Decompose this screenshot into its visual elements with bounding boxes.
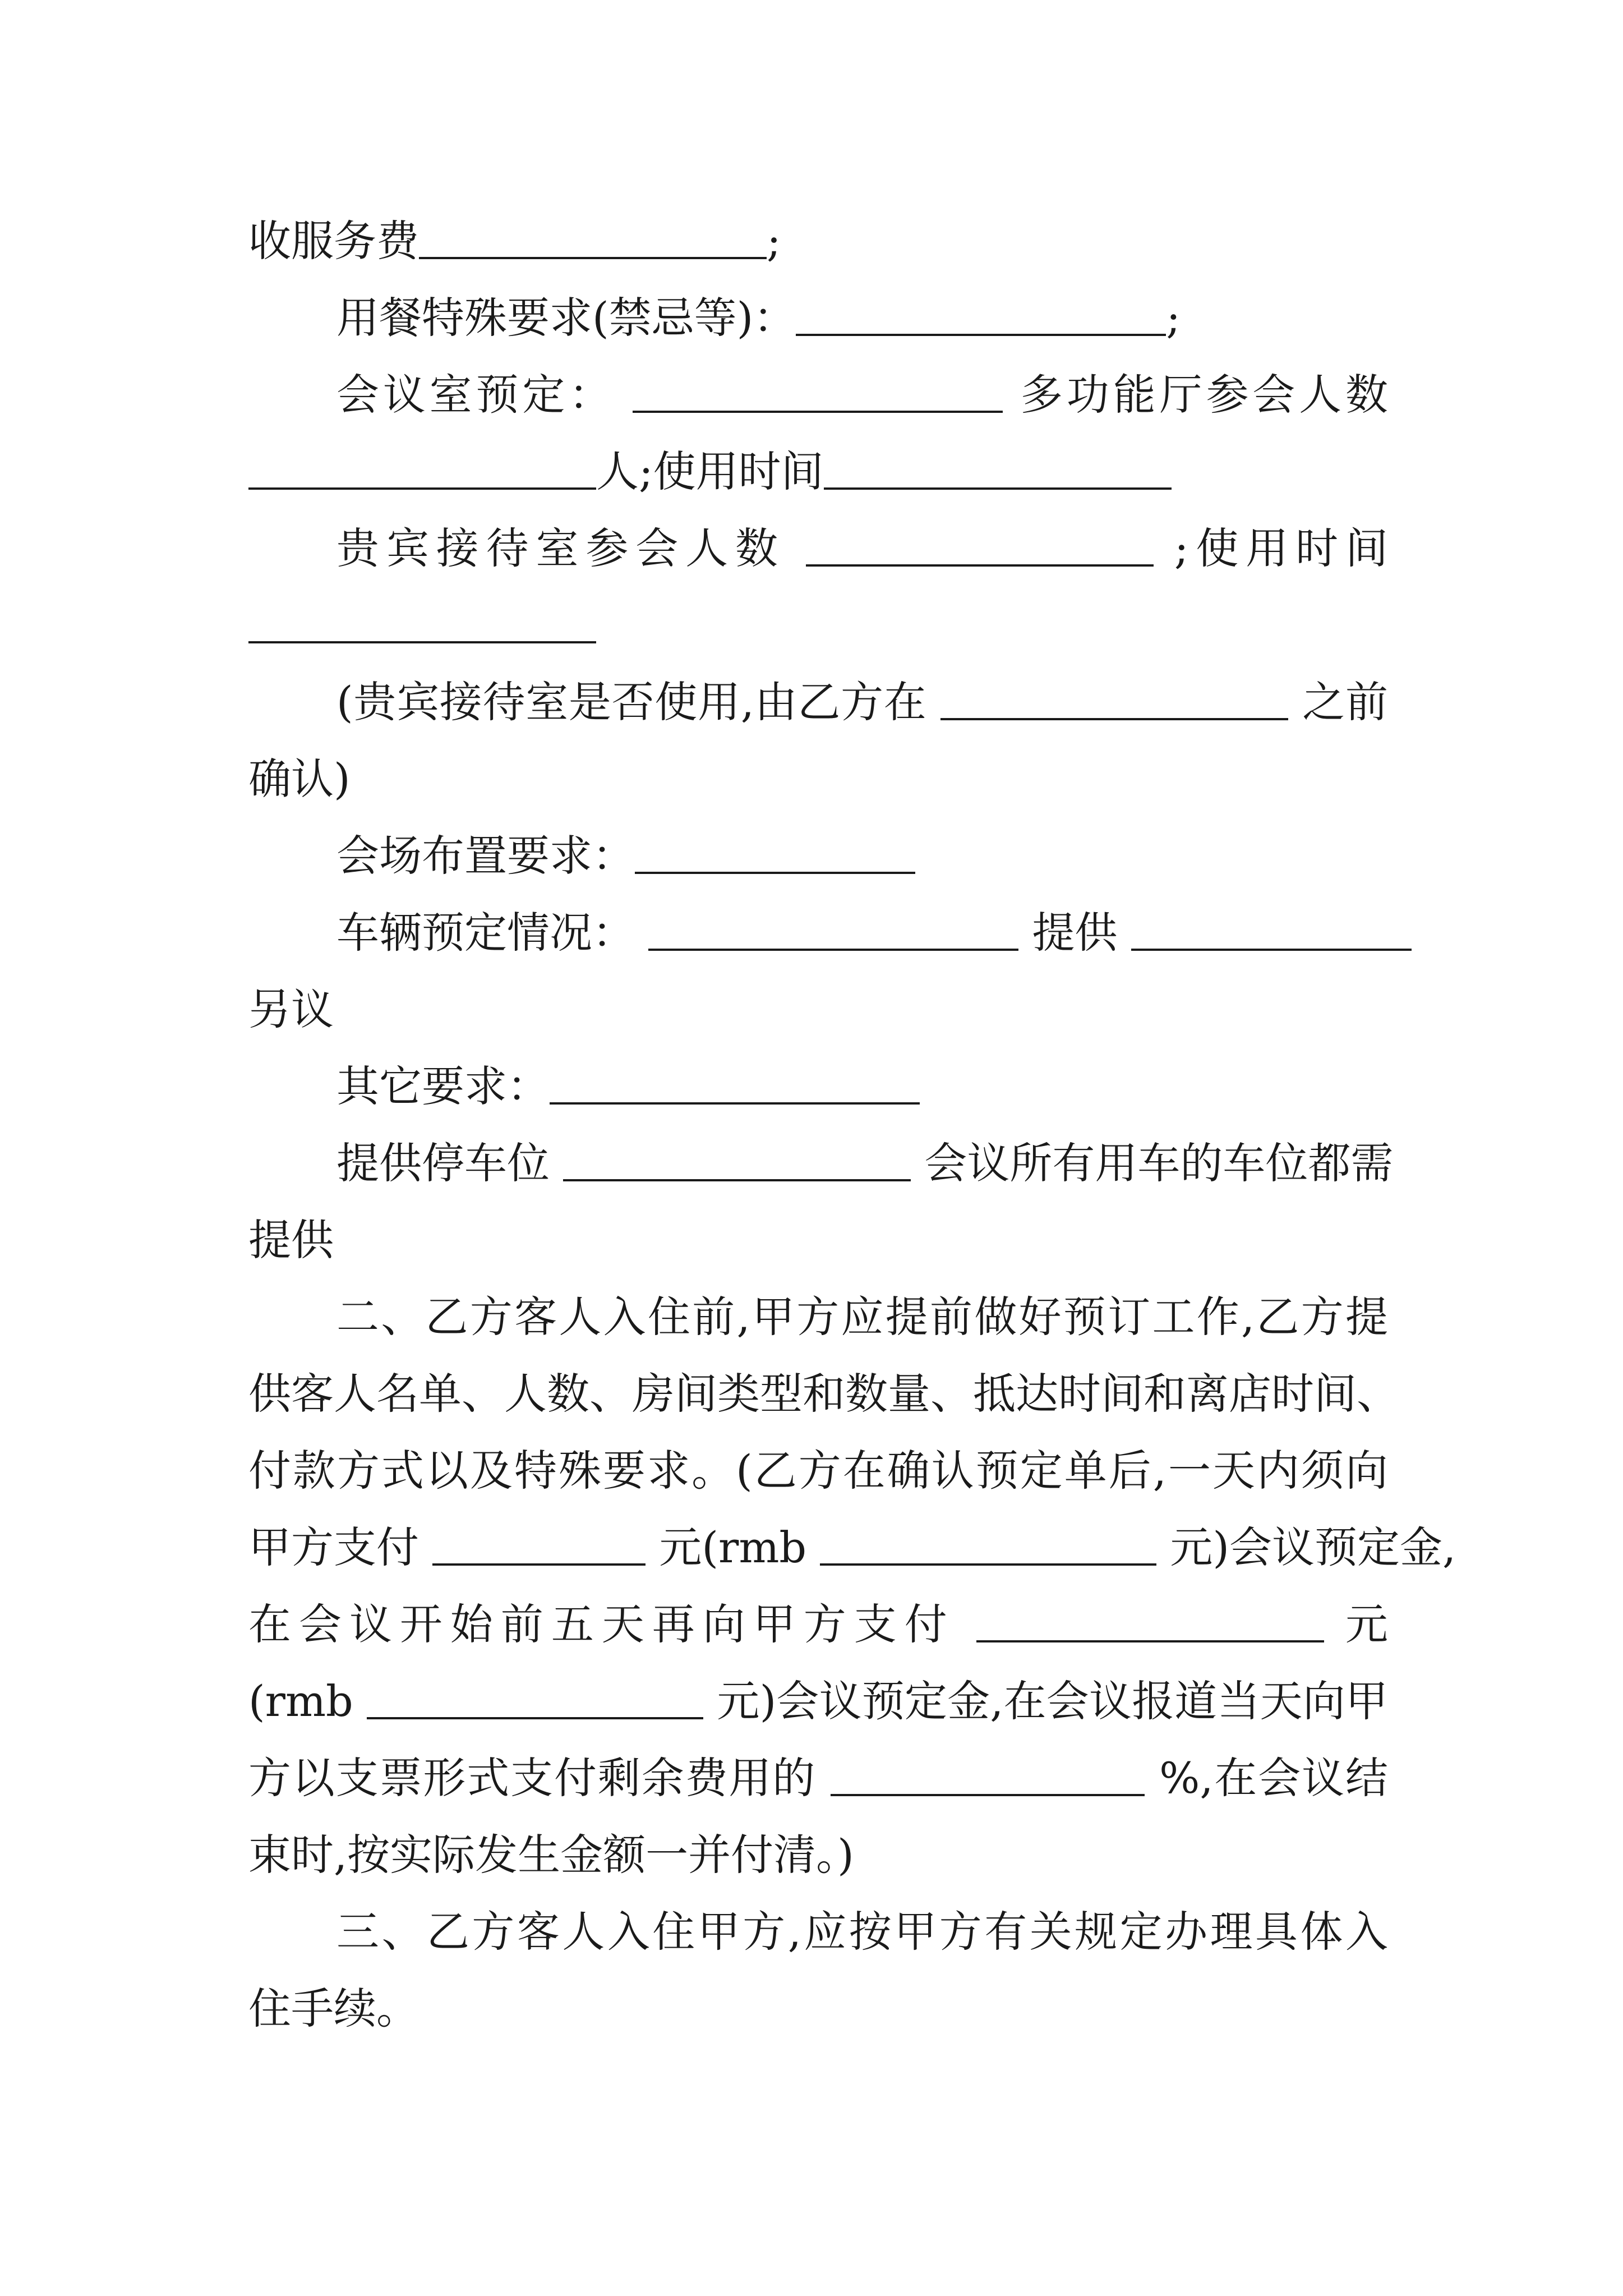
clause-3-line-2 xyxy=(248,1981,1388,2070)
text: 元 xyxy=(1345,1599,1388,1649)
clause-2-line-6 xyxy=(248,1673,1388,1763)
line-vip-confirm xyxy=(336,674,1388,764)
text: 提供 xyxy=(1032,908,1118,958)
text: 贵宾接待室参会人数 xyxy=(336,523,785,573)
text: 元)会议预定金,在会议报道当天向甲 xyxy=(717,1676,1388,1726)
text: 多功能厅参会人数 xyxy=(1020,370,1388,420)
clause-2-line-8 xyxy=(248,1827,1388,1917)
text: 其它要求： xyxy=(336,1061,550,1111)
text: 收服务费 xyxy=(248,216,419,266)
text: 人;使用时间 xyxy=(596,447,824,496)
clause-2-line-2 xyxy=(248,1366,1399,1456)
blank-field xyxy=(940,682,1288,720)
line-other-requirements xyxy=(336,1059,1388,1148)
blank-field xyxy=(648,913,1018,951)
line-parking xyxy=(336,1135,1394,1225)
line-provide xyxy=(248,1212,1388,1302)
text: 提供停车位 xyxy=(336,1138,550,1188)
text: 住手续。 xyxy=(248,1984,419,2033)
clause-2-line-3 xyxy=(248,1443,1388,1533)
text: 三、乙方客人入住甲方,应按甲方有关规定办理具体入 xyxy=(336,1907,1388,1957)
text: 另议 xyxy=(248,984,334,1034)
blank-field xyxy=(367,1681,703,1719)
text: 提供 xyxy=(248,1215,334,1265)
text: 供客人名单、人数、房间类型和数量、抵达时间和离店时间、 xyxy=(248,1369,1399,1419)
blank-field xyxy=(633,375,1003,413)
text: 方以支票形式支付剩余费用的 xyxy=(248,1753,817,1803)
text: (贵宾接待室是否使用,由乙方在 xyxy=(336,677,927,727)
blank-field xyxy=(824,452,1172,490)
line-negotiate xyxy=(248,982,1388,1071)
clause-2-line-4 xyxy=(248,1520,1456,1609)
blank-field xyxy=(248,605,596,643)
clause-2-line-5 xyxy=(248,1596,1388,1686)
text: %,在会议结 xyxy=(1159,1753,1388,1803)
text: 之前 xyxy=(1302,677,1388,727)
blank-field xyxy=(419,221,767,259)
text: 会议室预定： xyxy=(336,370,616,420)
line-dining-requirements xyxy=(336,290,1388,380)
text: 二、乙方客人入住前,甲方应提前做好预订工作,乙方提 xyxy=(336,1292,1388,1342)
line-meeting-room-booking xyxy=(336,367,1388,457)
blank-field xyxy=(820,1527,1156,1566)
clause-2-line-1 xyxy=(336,1289,1388,1379)
line-usage-time xyxy=(248,444,1388,533)
text: 付款方式以及特殊要求。(乙方在确认预定单后,一天内须向 xyxy=(248,1446,1388,1496)
line-blank xyxy=(248,597,1388,687)
blank-field xyxy=(432,1527,645,1566)
text: 甲方支付 xyxy=(248,1522,419,1572)
blank-field xyxy=(1131,913,1412,951)
text: 元(rmb xyxy=(659,1522,807,1572)
blank-field xyxy=(248,452,596,490)
blank-field xyxy=(796,298,1166,336)
text: ; xyxy=(767,216,781,266)
blank-field xyxy=(550,1066,920,1105)
blank-field xyxy=(806,528,1154,567)
text: 车辆预定情况： xyxy=(336,908,635,958)
blank-field xyxy=(976,1604,1324,1642)
blank-field xyxy=(831,1758,1145,1796)
blank-field xyxy=(563,1143,911,1181)
line-venue-layout xyxy=(336,828,1388,918)
text: 确认) xyxy=(248,754,351,804)
clause-3-line-1 xyxy=(336,1904,1388,1994)
text: (rmb xyxy=(248,1676,353,1726)
text: ;使用时间 xyxy=(1174,523,1388,573)
text: ; xyxy=(1166,293,1181,343)
blank-field xyxy=(635,836,915,874)
line-vip-room xyxy=(336,521,1388,610)
text: 会议所有用车的车位都需 xyxy=(924,1138,1394,1188)
line-confirm xyxy=(248,751,1388,841)
text: 束时,按实际发生金额一并付清。) xyxy=(248,1830,854,1880)
clause-2-line-7 xyxy=(248,1750,1388,1840)
line-vehicle-booking xyxy=(336,905,1388,995)
line-service-fee xyxy=(248,213,1388,303)
text: 用餐特殊要求(禁忌等)： xyxy=(336,293,796,343)
text: 在会议开始前五天再向甲方支付 xyxy=(248,1599,955,1649)
text: 会场布置要求： xyxy=(336,831,635,881)
text: 元)会议预定金, xyxy=(1170,1522,1456,1572)
